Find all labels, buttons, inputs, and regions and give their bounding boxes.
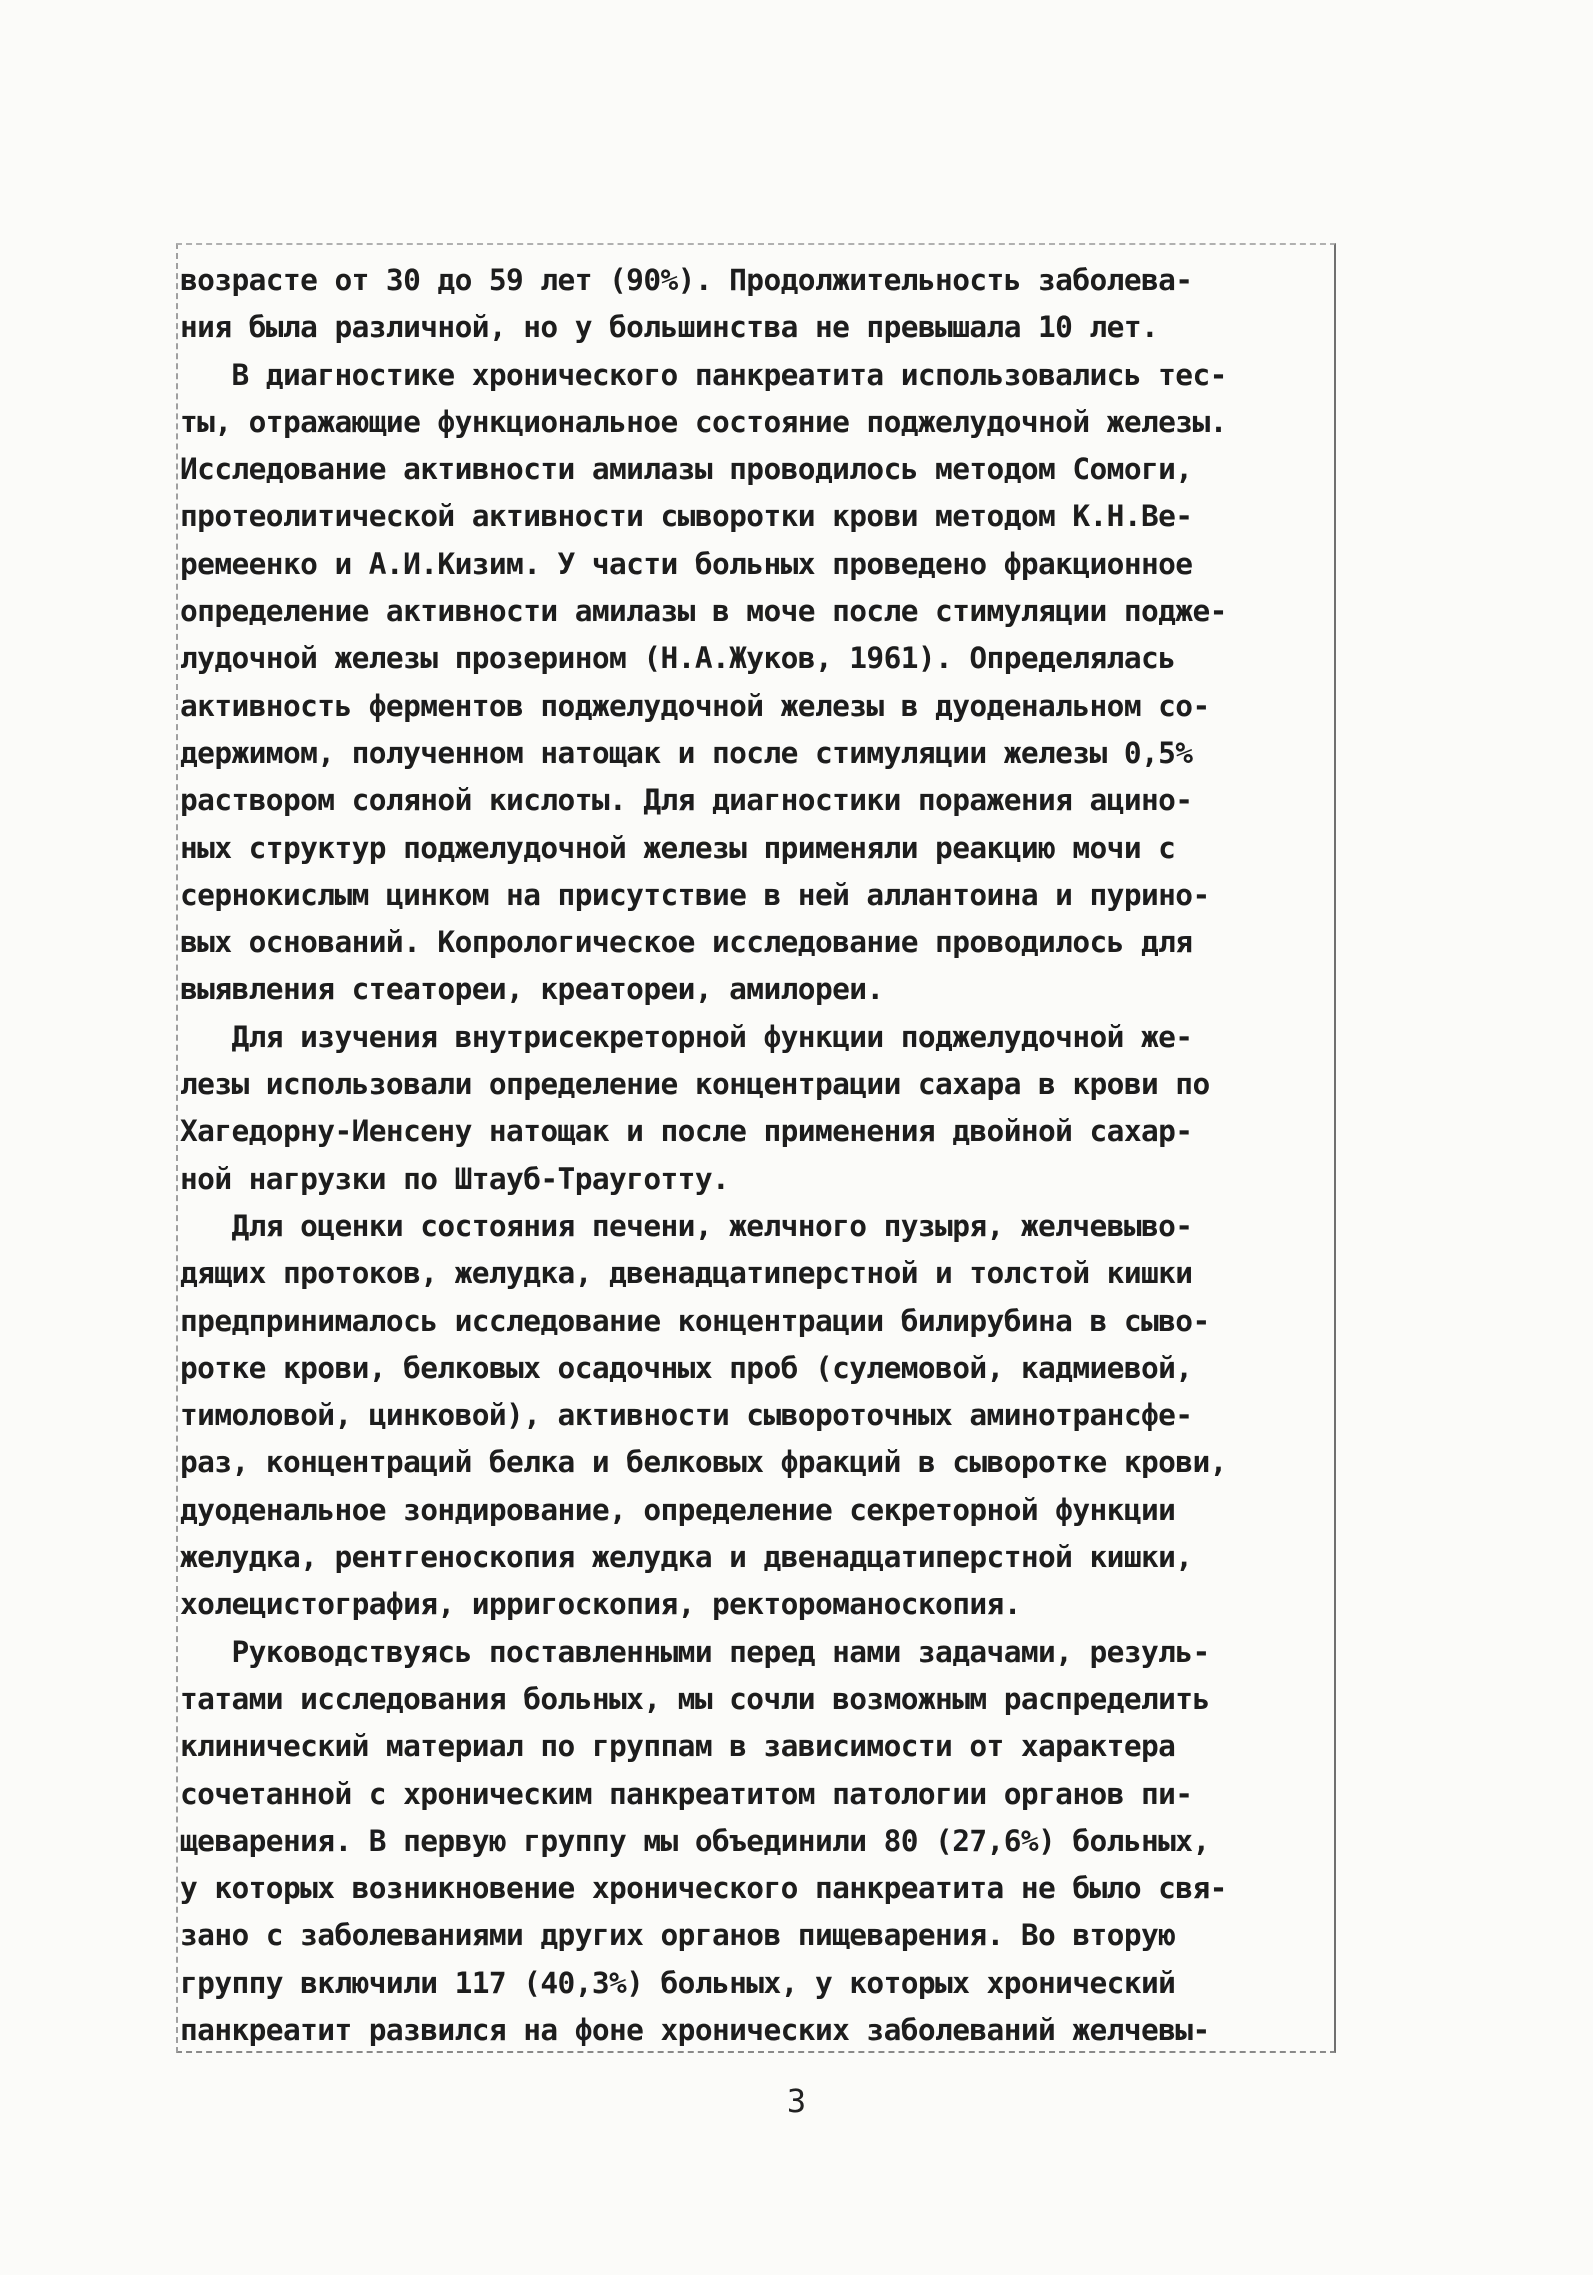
text-line: Для изучения внутрисекреторной функции поджелудочной же- xyxy=(180,1019,1193,1054)
text-line: выявления стеатореи, креатореи, амилореи. xyxy=(180,972,884,1007)
text-line: щеварения. В первую группу мы объединили 80 (27,6%) больных, xyxy=(180,1823,1210,1858)
text-line: вых оснований. Копрологическое исследование проводилось для xyxy=(180,925,1193,960)
text-line: дящих протоков, желудка, двенадцатиперстной и толстой кишки xyxy=(180,1256,1193,1291)
text-line: возрасте от 30 до 59 лет (90%). Продолжительность заболева- xyxy=(180,263,1193,297)
text-line: Руководствуясь поставленными перед нами задачами, резуль- xyxy=(180,1634,1210,1669)
text-line: ремеенко и А.И.Кизим. У части больных проведено фракционное xyxy=(180,546,1193,581)
text-line: предпринималось исследование концентрации билирубина в сыво- xyxy=(180,1303,1210,1338)
text-line: ты, отражающие функциональное состояние поджелудочной железы. xyxy=(180,404,1227,439)
text-line: дуоденальное зондирование, определение секреторной функции xyxy=(180,1492,1176,1527)
text-line: ных структур поджелудочной железы применяли реакцию мочи с xyxy=(180,830,1176,865)
text-line: группу включили 117 (40,3%) больных, у которых хронический xyxy=(180,1965,1176,2000)
body-text xyxy=(180,257,1330,2054)
text-line: определение активности амилазы в моче после стимуляции подже- xyxy=(180,594,1227,629)
text-line: панкреатит развился на фоне хронических заболеваний желчевы- xyxy=(180,2012,1210,2047)
text-line: татами исследования больных, мы сочли возможным распределить xyxy=(180,1681,1210,1716)
text-line: В диагностике хронического панкреатита использовались тес- xyxy=(180,357,1227,392)
text-line: Для оценки состояния печени, желчного пузыря, желчевыво- xyxy=(180,1208,1193,1243)
text-line: холецистография, ирригоскопия, ректороманоскопия. xyxy=(180,1587,1021,1622)
text-line: протеолитической активности сыворотки крови методом К.Н.Ве- xyxy=(180,499,1193,534)
text-line: сернокислым цинком на присутствие в ней аллантоина и пурино- xyxy=(180,877,1210,912)
text-line: ной нагрузки по Штауб-Трауготту. xyxy=(180,1161,730,1196)
text-line: желудка, рентгеноскопия желудка и двенадцатиперстной кишки, xyxy=(180,1540,1193,1575)
page-number: 3 xyxy=(786,2082,807,2120)
text-line: раствором соляной кислоты. Для диагностики поражения ацино- xyxy=(180,783,1193,818)
text-line: у которых возникновение хронического панкреатита не было свя- xyxy=(180,1871,1227,1906)
text-line: сочетанной с хроническим панкреатитом патологии органов пи- xyxy=(180,1776,1193,1811)
text-line: тимоловой, цинковой), активности сывороточных аминотрансфе- xyxy=(180,1398,1193,1433)
text-line: Хагедорну-Иенсену натощак и после применения двойной сахар- xyxy=(180,1114,1193,1149)
text-line: ротке крови, белковых осадочных проб (сулемовой, кадмиевой, xyxy=(180,1350,1193,1385)
text-line: лудочной железы прозерином (Н.А.Жуков, 1961). Определялась xyxy=(180,641,1176,676)
text-line: раз, концентраций белка и белковых фракций в сыворотке крови, xyxy=(180,1445,1227,1480)
text-line: лезы использовали определение концентрации сахара в крови по xyxy=(180,1067,1210,1102)
text-line: держимом, полученном натощак и после стимуляции железы 0,5% xyxy=(180,735,1193,770)
text-line: зано с заболеваниями других органов пищеварения. Во вторую xyxy=(180,1918,1176,1953)
text-line: Исследование активности амилазы проводилось методом Сомоги, xyxy=(180,452,1193,487)
text-line: активность ферментов поджелудочной железы в дуоденальном со- xyxy=(180,688,1210,723)
text-line: ния была различной, но у большинства не превышала 10 лет. xyxy=(180,310,1159,345)
text-line: клинический материал по группам в зависимости от характера xyxy=(180,1729,1176,1764)
